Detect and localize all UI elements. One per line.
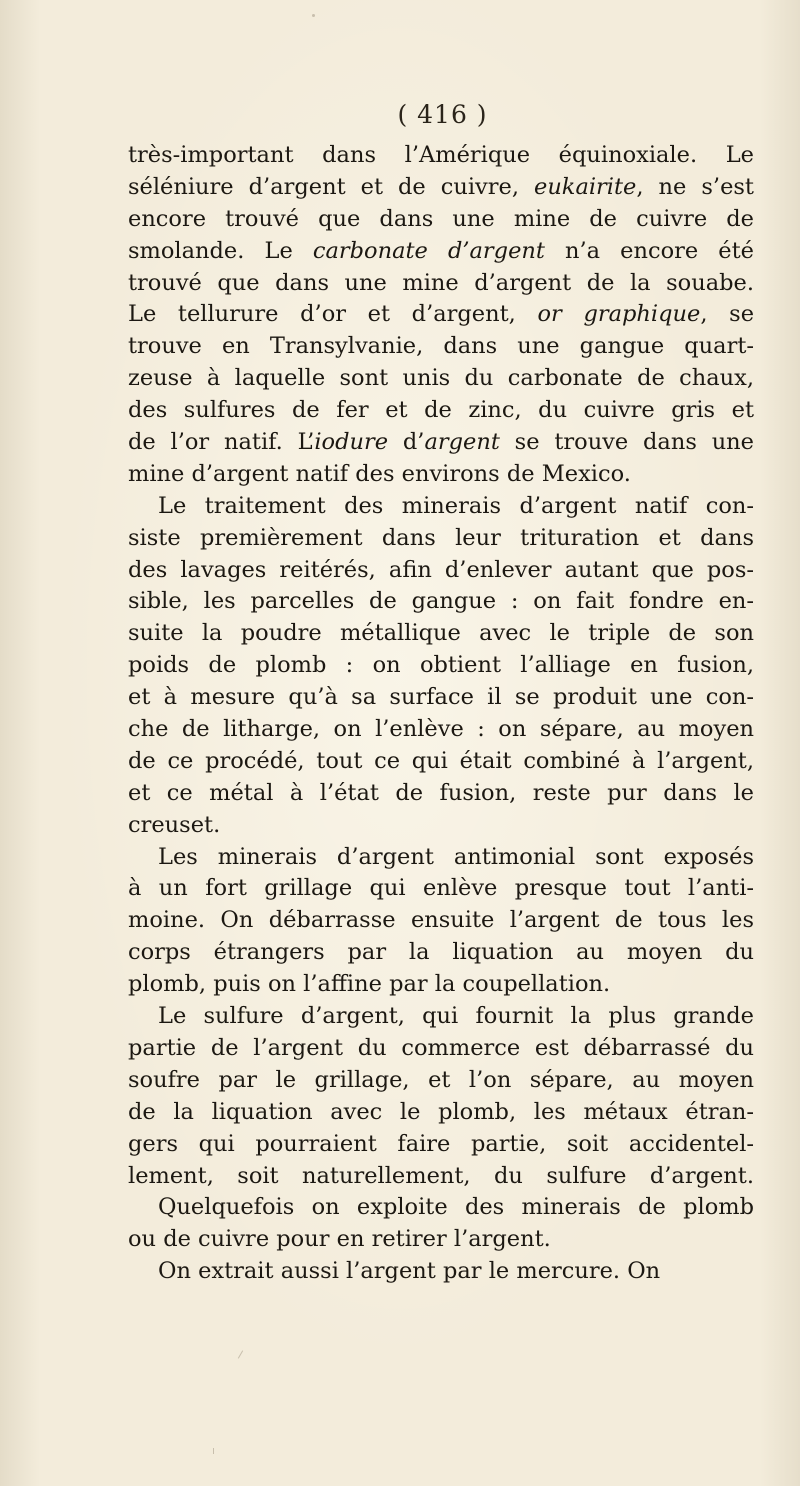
text-line [128,650,754,682]
text-line [128,682,754,714]
text-line [128,1001,754,1033]
text-run: sible, les parcelles de gangue : on fait fondre en- [128,588,754,615]
text-run: à un fort grillage qui enlève presque tout l’anti- [128,875,754,902]
text-line [128,395,754,427]
paper-speck [213,1448,214,1454]
text-line [128,268,754,300]
text-run: d’ [388,429,425,456]
text-line [128,746,754,778]
text-run: Les minerais d’argent antimonial sont exposés [158,843,754,870]
italic-term: eukairite [534,173,637,200]
text-line [128,586,754,618]
text-run: se trouve dans une [499,429,754,456]
text-run: creuset. [128,811,221,838]
text-run: séléniure d’argent et de cuivre, [128,173,534,200]
page-number: ( 416 ) [397,100,488,129]
text-line [128,1065,754,1097]
text-line [128,873,754,905]
text-line [128,172,754,204]
text-run: , ne s’est [636,173,754,200]
text-line [128,1161,754,1193]
text-line [128,778,754,810]
text-line [128,1192,754,1224]
text-run: trouvé que dans une mine d’argent de la souabe. [128,269,754,296]
text-run: n’a encore été [544,237,754,264]
text-run: très-important dans l’Amérique équinoxiale. Le [128,142,754,168]
text-line [128,1256,754,1288]
text-line [128,937,754,969]
italic-term: argent [424,429,500,456]
italic-term: iodure [314,429,389,456]
text-line [128,459,754,491]
text-line [128,1033,754,1065]
text-line [128,523,754,555]
text-line [128,331,754,363]
text-line [128,236,754,268]
text-line [128,714,754,746]
text-run: et à mesure qu’à sa surface il se produit une con- [128,684,754,711]
text-run: de ce procédé, tout ce qui était combiné à l’argent, [128,747,754,774]
text-run: de la liquation avec le plomb, les métaux étran- [128,1098,754,1125]
text-line [128,969,754,1001]
text-run: siste premièrement dans leur trituration et dans [128,524,754,551]
text-run: smolande. Le [128,237,313,264]
text-run: Le traitement des minerais d’argent natif con- [158,492,754,519]
text-line [128,204,754,236]
text-run: Le tellurure d’or et d’argent, [128,301,538,328]
text-line [128,363,754,395]
text-run: corps étrangers par la liquation au moyen du [128,939,754,966]
text-run: Quelquefois on exploite des minerais de plomb [158,1194,754,1221]
text-run: poids de plomb : on obtient l’alliage en fusion, [128,652,754,679]
body-text [128,140,754,1288]
text-run: plomb, puis on l’affine par la coupellation. [128,971,611,998]
text-run: moine. On débarrasse ensuite l’argent de tous les [128,907,754,934]
text-line [128,1224,754,1256]
italic-term: carbonate d’argent [312,237,545,264]
text-line [128,810,754,842]
text-run: mine d’argent natif des environs de Mexico. [128,460,631,487]
text-run: gers qui pourraient faire partie, soit accidentel- [128,1130,754,1157]
text-line [128,299,754,331]
text-run: et ce métal à l’état de fusion, reste pur dans le [128,779,754,806]
text-run: trouve en Transylvanie, dans une gangue quart- [128,333,754,360]
text-line [128,427,754,459]
text-run: de l’or natif. L’ [128,429,315,456]
text-run: che de litharge, on l’enlève : on sépare, au moyen [128,716,754,743]
text-run: Le sulfure d’argent, qui fournit la plus grande [158,1003,754,1030]
text-line [128,905,754,937]
text-run: soufre par le grillage, et l’on sépare, au moyen [128,1066,754,1093]
text-run: zeuse à laquelle sont unis du carbonate de chaux, [128,365,754,392]
text-run: ou de cuivre pour en retirer l’argent. [128,1226,551,1253]
text-run: encore trouvé que dans une mine de cuivre de [128,205,754,232]
text-line [128,555,754,587]
text-run: des sulfures de fer et de zinc, du cuivre gris et [128,397,754,424]
text-line [128,842,754,874]
text-run: suite la poudre métallique avec le triple de son [128,620,754,647]
text-line [128,491,754,523]
text-line [128,1097,754,1129]
text-run: On extrait aussi l’argent par le mercure. On [158,1258,661,1285]
text-run: des lavages reitérés, afin d’enlever autant que pos- [128,556,754,583]
text-run: partie de l’argent du commerce est débarrassé du [128,1034,754,1061]
italic-term: or graphique [537,301,701,328]
text-line [128,1129,754,1161]
paper-speck [238,1350,243,1358]
text-run: , se [700,301,755,328]
text-line [128,140,754,172]
paper-speck [312,14,315,17]
text-run: lement, soit naturellement, du sulfure d’argent. [128,1162,754,1189]
text-line [128,618,754,650]
